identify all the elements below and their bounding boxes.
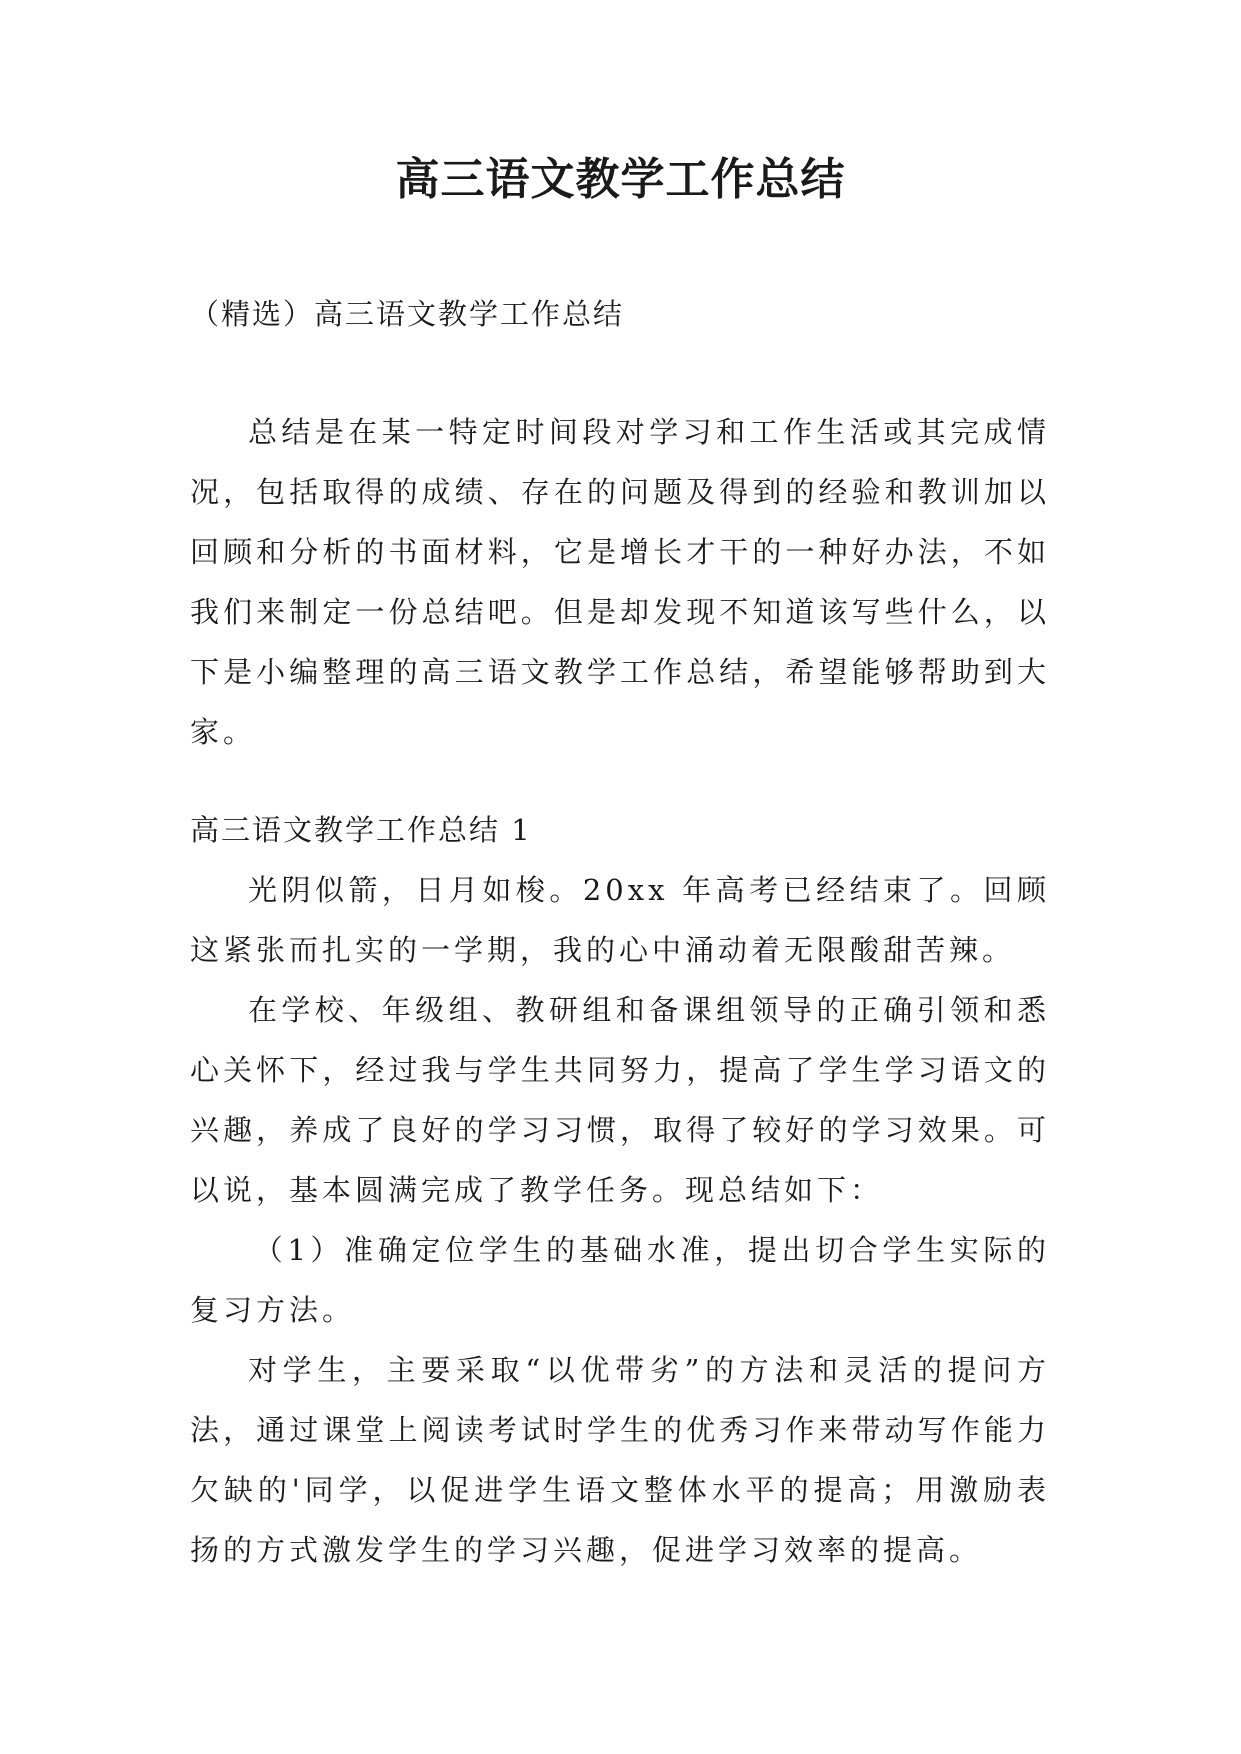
section-paragraph-1: 光阴似箭，日月如梭。20xx 年高考已经结束了。回顾这紧张而扎实的一学期，我的心中涌动着无限酸甜苦辣。 bbox=[190, 873, 1050, 967]
section-paragraph-4: 对学生，主要采取“以优带劣”的方法和灵活的提问方法，通过课堂上阅读考试时学生的优秀习作来带动写作能力欠缺的'同学，以促进学生语文整体水平的提高；用激励表扬的方式激发学生的学习兴趣，促进学习效率的提高。 bbox=[190, 1353, 1050, 1567]
section-paragraph-2: 在学校、年级组、教研组和备课组领导的正确引领和悉心关怀下，经过我与学生共同努力，提高了学生学习语文的兴趣，养成了良好的学习习惯，取得了较好的学习效果。可以说，基本圆满完成了教学任务。现总结如下： bbox=[190, 993, 1050, 1207]
intro-paragraph: 总结是在某一特定时间段对学习和工作生活或其完成情况，包括取得的成绩、存在的问题及得到的经验和教训加以回顾和分析的书面材料，它是增长才干的一种好办法，不如我们来制定一份总结吧。但是却发现不知道该写些什么，以下是小编整理的高三语文教学工作总结，希望能够帮助到大家。 bbox=[190, 415, 1050, 749]
section-1 bbox=[190, 800, 1050, 1580]
section-heading: 高三语文教学工作总结 1 bbox=[190, 813, 532, 847]
intro-block bbox=[190, 402, 1050, 762]
section-paragraph-3: （1）准确定位学生的基础水准，提出切合学生实际的复习方法。 bbox=[190, 1233, 1050, 1327]
document-subtitle: （精选）高三语文教学工作总结 bbox=[190, 297, 625, 331]
document-title: 高三语文教学工作总结 bbox=[395, 154, 846, 205]
